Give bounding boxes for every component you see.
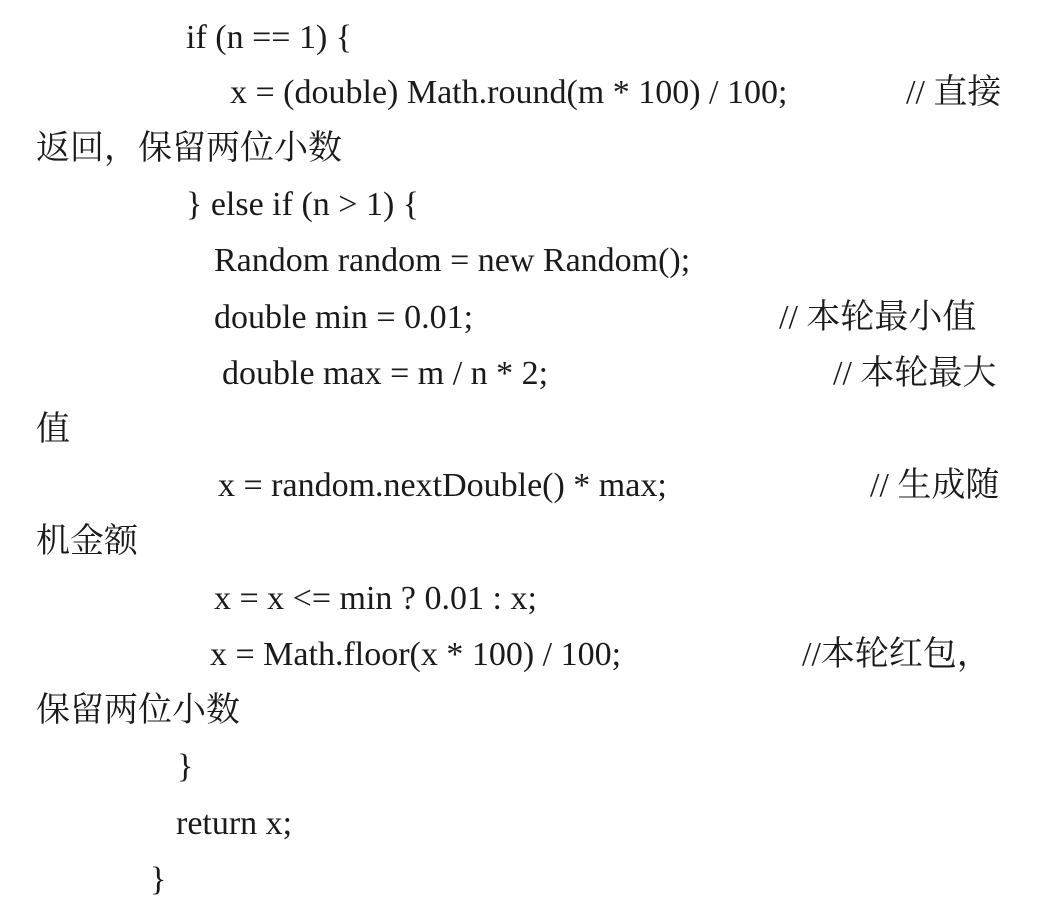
code-line-8: 值 bbox=[36, 411, 70, 448]
code-line-6: double min = 0.01; bbox=[214, 299, 474, 336]
code-line-9: x = random.nextDouble() * max; bbox=[218, 467, 667, 504]
code-line-16: } bbox=[150, 861, 167, 898]
code-line-1: if (n == 1) { bbox=[186, 19, 353, 56]
code-line-7: double max = m / n * 2; bbox=[222, 355, 549, 392]
code-line-3: 返回，保留两位小数 bbox=[36, 130, 342, 167]
code-comment-2: // 直接 bbox=[906, 74, 1002, 111]
code-comment-7: // 本轮最大 bbox=[833, 355, 997, 392]
code-line-15: return x; bbox=[176, 805, 293, 842]
code-comment-12: //本轮红包， bbox=[802, 636, 991, 673]
code-comment-9: // 生成随 bbox=[870, 467, 1000, 504]
code-line-12: x = Math.floor(x * 100) / 100; bbox=[210, 636, 622, 673]
code-line-10: 机金额 bbox=[36, 523, 138, 560]
code-comment-6: // 本轮最小值 bbox=[779, 299, 977, 336]
code-line-5: Random random = new Random(); bbox=[214, 242, 691, 279]
code-line-11: x = x <= min ? 0.01 : x; bbox=[214, 580, 537, 617]
code-line-2: x = (double) Math.round(m * 100) / 100; bbox=[230, 74, 788, 111]
code-line-13: 保留两位小数 bbox=[36, 692, 240, 729]
code-line-4: } else if (n > 1) { bbox=[186, 186, 420, 223]
code-line-14: } bbox=[177, 748, 194, 785]
